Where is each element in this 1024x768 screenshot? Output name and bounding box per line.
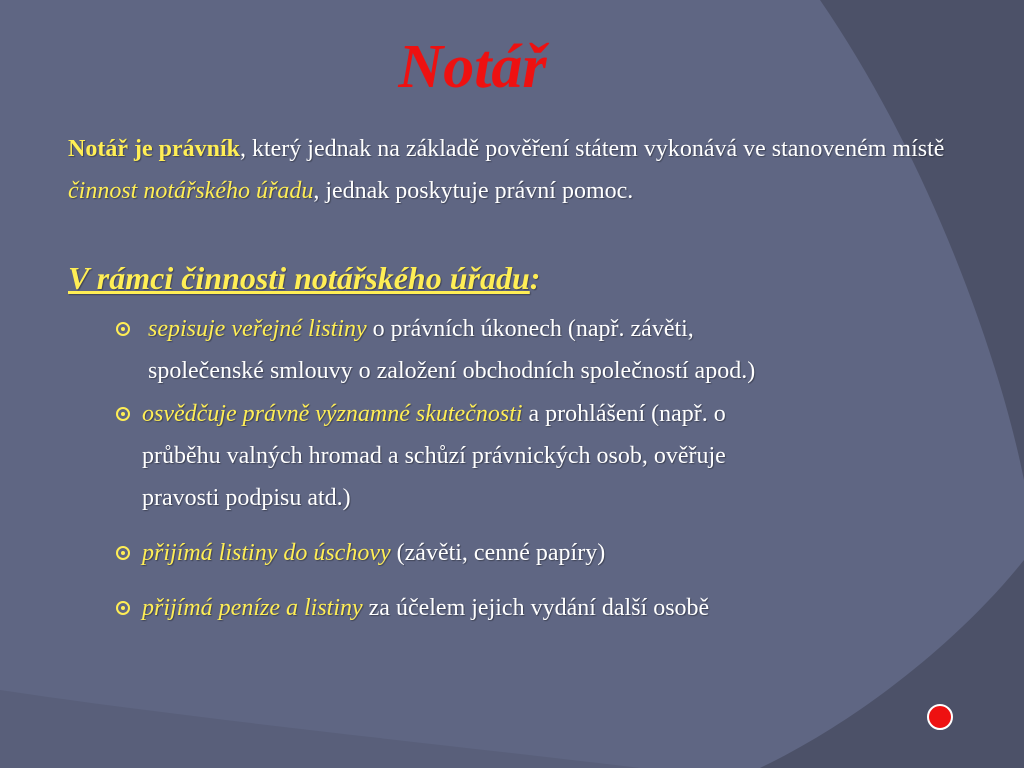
nav-dot-button[interactable] xyxy=(927,704,953,730)
bullet-icon xyxy=(116,601,130,615)
list-item xyxy=(148,308,1008,392)
list-item-text: (závěti, cenné papíry) xyxy=(390,540,606,566)
intro-italic-term: činnost notářského úřadu xyxy=(68,178,314,204)
list-item-text: za účelem jejich vydání další osobě xyxy=(362,595,710,621)
list-item-text: a prohlášení (např. o xyxy=(522,401,726,427)
list-item xyxy=(142,532,1002,574)
slide-title: Notář xyxy=(398,33,547,101)
list-item-italic: přijímá peníze a listiny xyxy=(142,595,363,621)
list-item-italic: sepisuje veřejné listiny xyxy=(148,316,367,342)
list-item-italic: přijímá listiny do úschovy xyxy=(142,540,391,566)
list-item-text: společenské smlouvy o založení obchodních společností apod.) xyxy=(148,358,756,384)
bullet-icon xyxy=(116,546,130,560)
intro-bold-term: Notář je právník xyxy=(68,136,240,162)
list-item-text: o právních úkonech (např. závěti, xyxy=(366,316,694,342)
list-item-italic: osvědčuje právně významné skutečnosti xyxy=(142,401,523,427)
list-item-text: pravosti podpisu atd.) xyxy=(142,485,351,511)
list-item xyxy=(142,587,1002,629)
list-item-text: průběhu valných hromad a schůzí právnických osob, ověřuje xyxy=(142,443,726,469)
list-item xyxy=(142,393,1002,519)
section-heading-underlined: V rámci činnosti notářského úřadu xyxy=(68,260,530,296)
bullet-icon xyxy=(116,322,130,336)
section-heading xyxy=(68,258,968,300)
section-heading-suffix: : xyxy=(529,260,541,296)
intro-text-2: , jednak poskytuje právní pomoc. xyxy=(313,178,634,204)
intro-paragraph xyxy=(68,128,968,212)
intro-text-1: , který jednak na základě pověření státem vykonává ve stanoveném místě xyxy=(239,136,945,162)
bullet-icon xyxy=(116,407,130,421)
